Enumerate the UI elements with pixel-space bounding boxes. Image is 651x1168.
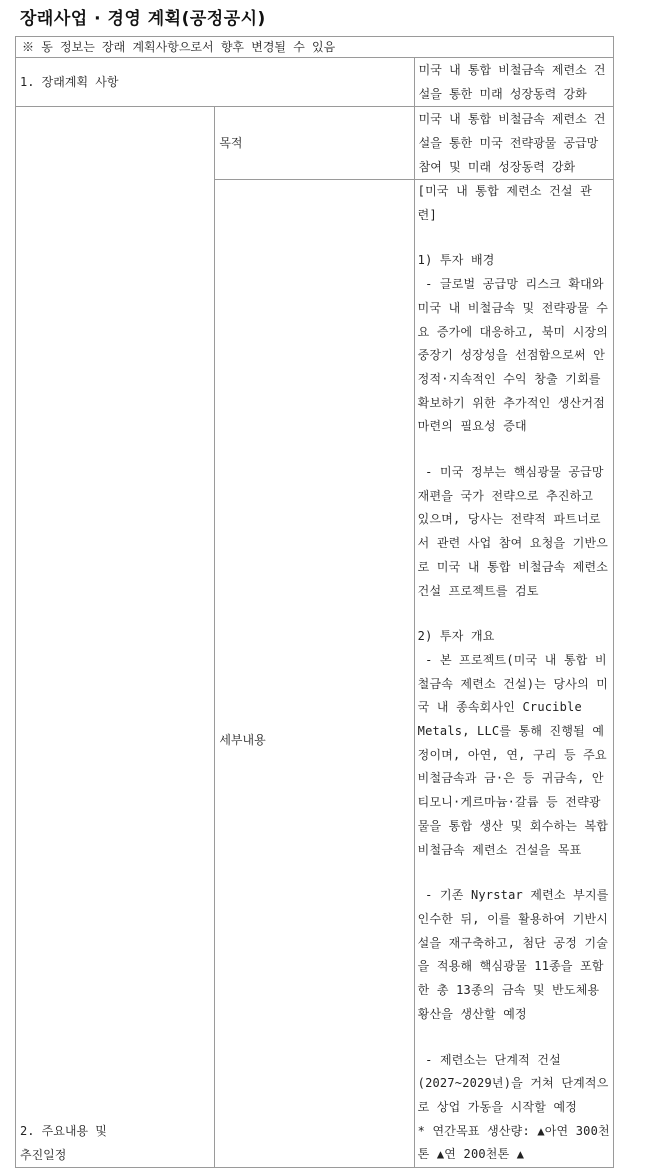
section-1-paragraph-1: - 글로벌 공급망 리스크 확대와 미국 내 비철금속 및 전략광물 수요 증가에 대응하고, 북미 시장의 중장기 성장성을 선점함으로써 안정적·지속적인 수익 창출 기회를 확보하기 위한 추가적인 생산거점 마련의 필요성 증대 — [417, 277, 616, 434]
section-2-paragraph-2: - 기존 Nyrstar 제련소 부지를 인수한 뒤, 이를 활용하여 기반시설을 재구축하고, 첨단 공정 기술을 적용해 핵심광물 11종을 포함한 총 13종의 금속 및 반도체용 황산을 생산할 예정 — [417, 888, 616, 1021]
main-content-label — [16, 107, 215, 1168]
main-content-label-line2: 추진일정 — [20, 1148, 67, 1163]
page-title: 장래사업 · 경영 계획(공정공시) — [20, 9, 266, 29]
plan-row — [16, 58, 614, 107]
notice-text: ※ 동 정보는 장래 계획사항으로서 향후 변경될 수 있음 — [16, 37, 614, 58]
purpose-label: 목적 — [215, 107, 414, 180]
detail-body — [414, 180, 616, 1168]
detail-label: 세부내용 — [215, 180, 414, 1168]
purpose-value: 미국 내 통합 비철금속 제련소 건설을 통한 미국 전략광물 공급망 참여 및 미래 성장동력 강화 — [414, 107, 613, 180]
section-2-paragraph-4: * 연간목표 생산량: ▲아연 300천톤 ▲연 200천톤 ▲ — [417, 1123, 610, 1162]
main-content-label-line1: 2. 주요내용 및 — [20, 1124, 107, 1139]
section-2-paragraph-1: - 본 프로젝트(미국 내 통합 비철금속 제련소 건설)는 당사의 미국 내 종속회사인 Crucible Metals, LLC를 통해 진행될 예정이며, 아연, 연, 구리 등 주요 비철금속과 금·은 등 귀금속, 안티모니·게르마늄·갈륨 등 전략광물을 통합 생산 및 회수하는 복합 비철금속 제련소 건설을 목표 — [417, 652, 616, 857]
section-2-title: 2) 투자 개요 — [417, 629, 495, 644]
section-1-paragraph-2: - 미국 정부는 핵심광물 공급망 재편을 국가 전략으로 추진하고 있으며, 당사는 전략적 파트너로서 관련 사업 참여 요청을 기반으로 미국 내 통합 비철금속 제련소 건설 프로젝트를 검토 — [417, 465, 616, 598]
plan-value: 미국 내 통합 비철금속 제련소 건설을 통한 미래 성장동력 강화 — [414, 58, 613, 107]
disclosure-table — [15, 36, 614, 1168]
detail-heading: [미국 내 통합 제련소 건설 관련] — [417, 184, 592, 222]
notice-row — [16, 37, 614, 58]
plan-label: 1. 장래계획 사항 — [16, 58, 415, 107]
section-1-title: 1) 투자 배경 — [417, 253, 495, 268]
section-2-paragraph-3: - 제련소는 단계적 건설(2027~2029년)을 거쳐 단계적으로 상업 가동을 시작할 예정 — [417, 1052, 609, 1114]
purpose-row — [16, 107, 614, 180]
